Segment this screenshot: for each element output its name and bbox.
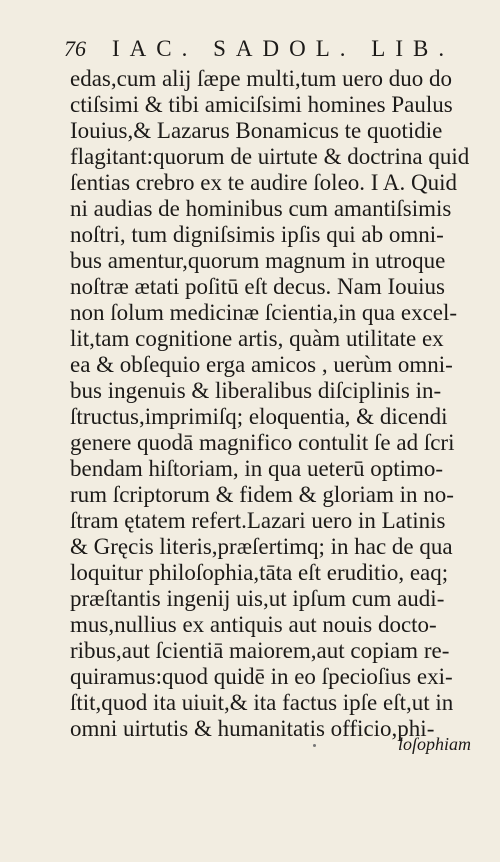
text-line: omni uirtutis & humanitatis officio,phi- <box>70 716 435 741</box>
text-line: bendam hiſtoriam, in qua ueterū optimo- <box>70 456 444 481</box>
text-line: & Gręcis literis,præſertimq; in hac de qua <box>70 534 453 559</box>
text-line: quiramus:quod quidē in eo ſpecioſius exi- <box>70 664 453 689</box>
page-number: 76 <box>64 36 86 61</box>
text-line: noſtri, tum digniſsimis ipſis qui ab omni- <box>70 222 444 247</box>
ink-spot <box>313 744 316 747</box>
text-line: ctiſsimi & tibi amiciſsimi homines Paulus <box>70 92 453 117</box>
text-line: genere quodā magnifico contulit ſe ad ſcri <box>70 430 455 455</box>
body-text <box>70 66 485 742</box>
text-line: mus,nullius ex antiquis aut nouis docto- <box>70 612 437 637</box>
text-line: Iouius,& Lazarus Bonamicus te quotidie <box>70 118 443 143</box>
text-line: flagitant:quorum de uirtute & doctrina quid <box>70 144 470 169</box>
text-line: noſtræ ætati poſitū eſt decus. Nam Iouius <box>70 274 445 299</box>
catchword: loſophiam <box>398 734 472 754</box>
text-line: ſtructus,imprimiſq; eloquentia, & dicendi <box>70 404 448 429</box>
text-line: loquitur philoſophia,tāta eſt eruditio, eaq; <box>70 560 449 585</box>
running-head: IAC. SADOL. LIB. <box>112 36 455 61</box>
text-line: ſtram ętatem refert.Lazari uero in Latinis <box>70 508 446 533</box>
text-line: ea & obſequio erga amicos , uerùm omni- <box>70 352 453 377</box>
page-header <box>64 36 455 66</box>
text-line: edas,cum alij ſæpe multi,tum uero duo do <box>70 66 452 91</box>
text-line: lit,tam cognitione artis, quàm utilitate ex <box>70 326 444 351</box>
text-line: non ſolum medicinæ ſcientia,in qua excel- <box>70 300 458 325</box>
text-line: ribus,aut ſcientiā maiorem,aut copiam re- <box>70 638 450 663</box>
text-line: ni audias de hominibus cum amantiſsimis <box>70 196 452 221</box>
text-line: præſtantis ingenij uis,ut ipſum cum audi- <box>70 586 445 611</box>
text-line: ſtit,quod ita uiuit,& ita factus ipſe eſt,ut in <box>70 690 454 715</box>
text-line: ſentias crebro ex te audire ſoleo. I A. Quid <box>70 170 458 195</box>
text-line: rum ſcriptorum & fidem & gloriam in no- <box>70 482 454 507</box>
text-line: bus amentur,quorum magnum in utroque <box>70 248 446 273</box>
text-line: bus ingenuis & liberalibus diſciplinis in- <box>70 378 442 403</box>
